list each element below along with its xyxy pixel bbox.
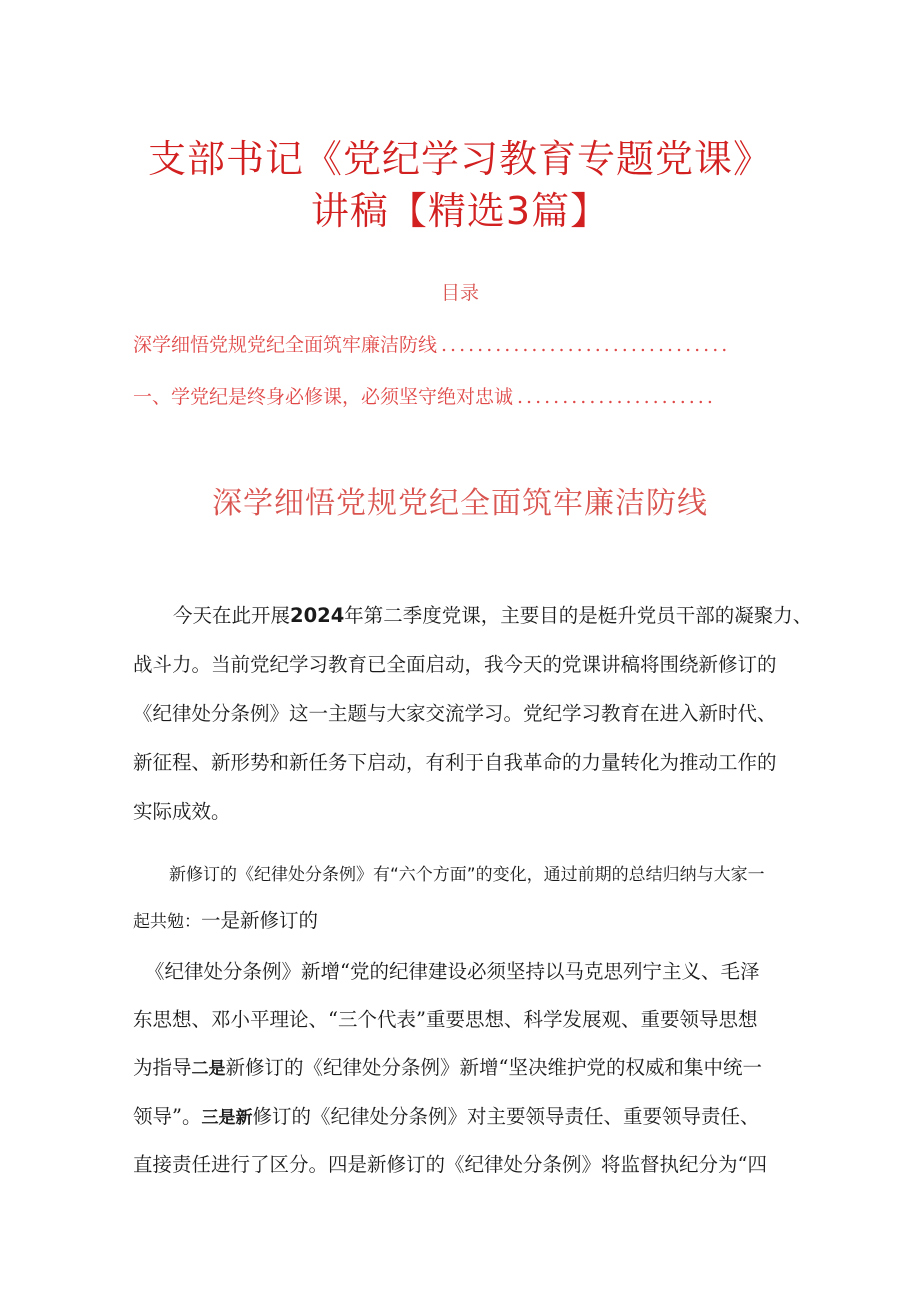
bold-segment: 三是新	[201, 1108, 253, 1128]
paragraph-line: 《纪律处分条例》新增“党的纪律建设必须坚持以马克思列宁主义、毛泽	[145, 960, 760, 983]
text-segment: 修订的《纪律处分条例》对主要领导责任、重要领导责任、	[252, 1105, 760, 1128]
paragraph-line: 直接责任进行了区分。四是新修订的《纪律处分条例》将监督执纪分为“四	[133, 1153, 767, 1176]
paragraph-line: 《纪律处分条例》这一主题与大家交流学习。党纪学习教育在进入新时代、	[133, 702, 777, 725]
paragraph-line: 战斗力。当前党纪学习教育已全面启动，我今天的党课讲稿将围绕新修订的	[133, 653, 777, 676]
toc-item-label[interactable]: 深学细悟党规党纪全面筑牢廉洁防线	[133, 334, 438, 356]
paragraph-line	[133, 905, 318, 933]
text-segment: 一是新修订的	[201, 909, 319, 932]
toc-leader-dots: ................................	[441, 334, 731, 356]
paragraph-line	[133, 1101, 760, 1129]
document-title-line1: 支部书记《党纪学习教育专题党课》	[147, 137, 772, 181]
toc-item-label[interactable]: 一、学党纪是终身必修课，必须坚守绝对忠诚	[133, 386, 514, 408]
paragraph-line	[173, 600, 812, 628]
text-segment: 起共勉：	[133, 912, 201, 932]
paragraph-line: 新修订的《纪律处分条例》有“六个方面”的变化，通过前期的总结归纳与大家一	[169, 865, 765, 885]
document-title-line2: 讲稿【精选3篇】	[310, 189, 610, 233]
toc-item[interactable]	[133, 382, 763, 409]
paragraph-line	[133, 1052, 762, 1080]
toc-heading: 目录	[440, 282, 479, 304]
text-segment: 年第二季度党课，主要目的是梃升党员干部的凝聚力、	[344, 604, 813, 627]
text-segment: 今天在此开展	[173, 604, 291, 627]
paragraph-line: 东思想、邓小平理论、“三个代表”重要思想、科学发展观、重要领导思想	[133, 1008, 758, 1031]
text-segment: 领导”。	[133, 1105, 202, 1128]
toc-leader-dots: ......................	[517, 386, 716, 408]
section-title: 深学细悟党规党纪全面筑牢廉洁防线	[212, 486, 708, 521]
bold-segment: 二是	[191, 1059, 226, 1079]
toc-item[interactable]	[133, 330, 763, 357]
paragraph-line: 新征程、新形势和新任务下启动，有利于自我革命的力量转化为推动工作的	[133, 751, 777, 774]
text-segment: 新修订的《纪律处分条例》新增“坚决维护党的权威和集中统一	[225, 1056, 762, 1079]
text-segment: 为指导	[133, 1056, 192, 1079]
paragraph-line: 实际成效。	[133, 800, 231, 823]
year-number: 2024	[290, 604, 345, 627]
